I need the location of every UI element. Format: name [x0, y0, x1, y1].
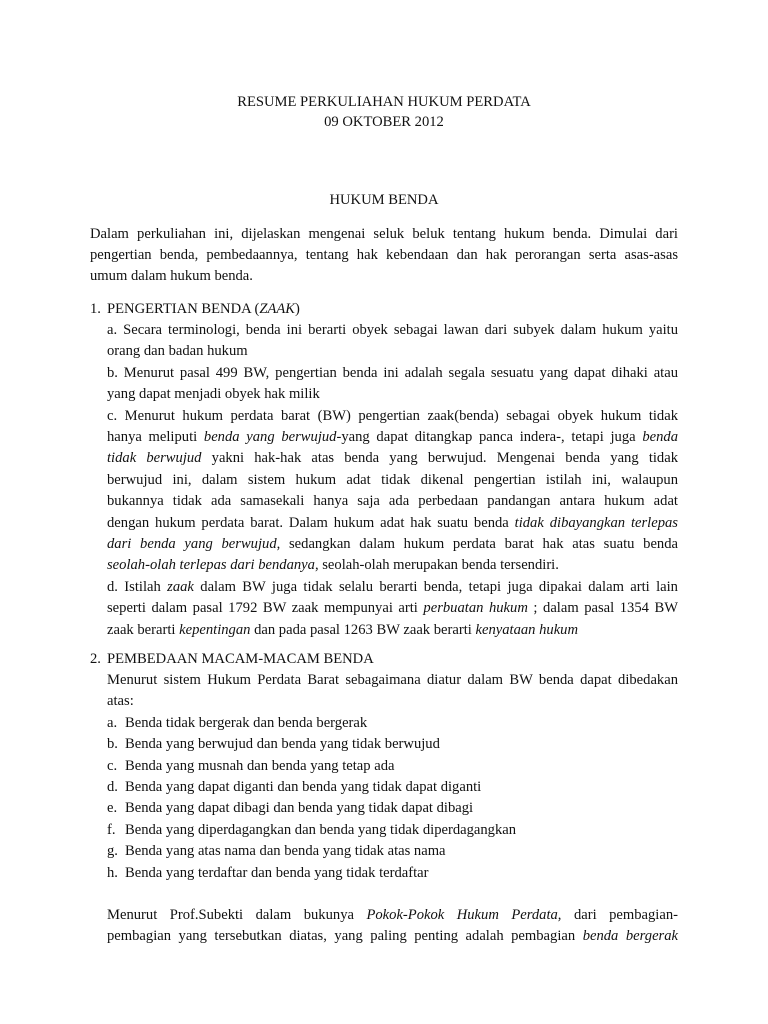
section-2-body: [107, 670, 678, 948]
body-line: bukannya tidak ada samasekali hanya saja ada perbedaan pandangan antara hukum adat: [107, 493, 678, 510]
body-line: [107, 427, 678, 448]
title-italic: ZAAK: [259, 301, 296, 317]
body-line: Menurut sistem Hukum Perdata Barat sebagaimana diatur dalam BW benda dapat dibedakan: [107, 672, 678, 688]
body-line: [107, 905, 678, 926]
section-heading: HUKUM BENDA: [329, 192, 439, 208]
list-item: [107, 841, 678, 862]
list-item-text: Benda yang berwujud dan benda yang tidak berwujud: [125, 736, 440, 753]
text: ; dalam pasal 1354 BW: [527, 600, 678, 617]
list-item-label: a.: [107, 714, 118, 731]
section-2: [90, 649, 678, 948]
text: pembagian yang tersebutkan diatas, yang paling penting adalah pembagian: [107, 928, 583, 945]
italic-text: Pokok-Pokok Hukum Perdata,: [366, 907, 562, 924]
italic-text: benda yang berwujud: [203, 429, 337, 446]
list-item-text: Benda yang diperdagangkan dan benda yang tidak diperdagangkan: [125, 821, 517, 838]
body-line: [107, 926, 678, 947]
body-line: b. Menurut pasal 499 BW, pengertian benda ini adalah segala sesuatu yang dapat dihaki atau: [107, 364, 678, 381]
text: Menurut Prof.Subekti dalam bukunya: [107, 907, 367, 924]
title-text: PEMBEDAAN MACAM-MACAM BENDA: [107, 651, 374, 667]
body-line: [107, 534, 678, 555]
distinction-list: [107, 713, 678, 884]
body-line: [107, 620, 678, 641]
text: dari pembagian-: [561, 907, 678, 924]
body-line: orang dan badan hukum: [107, 343, 248, 360]
list-item: [107, 734, 678, 755]
list-item-text: Benda yang dapat diganti dan benda yang tidak dapat diganti: [125, 779, 482, 796]
spacer: [107, 884, 678, 905]
body-line: atas:: [107, 693, 134, 710]
section-1-title: [90, 299, 678, 320]
document-title: [0, 92, 768, 132]
body-line: yang dapat menjadi obyek hak milik: [107, 386, 320, 403]
title-date: 09 OKTOBER 2012: [324, 114, 444, 130]
text: seperti dalam pasal 1792 BW zaak mempunyai arti: [107, 600, 424, 617]
list-item-label: d.: [107, 779, 118, 796]
intro-line: pengertian benda, pembedaannya, tentang hak kebendaan dan hak perorangan serta asas-asas: [90, 247, 678, 263]
italic-text: seolah-olah terlepas dari bendanya: [107, 557, 315, 574]
text: dalam BW juga tidak selalu berarti benda, tetapi juga dipakai dalam arti lain: [193, 578, 678, 595]
section-2-title: [90, 649, 678, 670]
list-item: [107, 713, 678, 734]
text: hanya meliputi: [107, 429, 204, 446]
italic-text: zaak: [167, 578, 194, 595]
italic-text: tidak dibayangkan terlepas: [514, 514, 678, 531]
list-item-label: h.: [107, 864, 118, 881]
body-line: [107, 513, 678, 534]
list-item-label: f.: [107, 821, 116, 838]
intro-paragraph: [90, 224, 678, 287]
body-line: c. Menurut hukum perdata barat (BW) pengertian zaak(benda) sebagai obyek hukum tidak: [107, 407, 678, 424]
list-item-text: Benda yang terdaftar dan benda yang tidak terdaftar: [125, 864, 429, 881]
list-item-text: Benda yang musnah dan benda yang tetap ada: [125, 757, 395, 774]
list-item: [107, 756, 678, 777]
body-line: [107, 555, 678, 576]
list-item: [107, 777, 678, 798]
section-1-body: [107, 320, 678, 641]
italic-text: kepentingan: [179, 621, 251, 638]
body-line: [107, 577, 678, 598]
text: , seolah-olah merupakan benda tersendiri.: [314, 557, 559, 574]
italic-text: benda: [642, 429, 678, 446]
intro-line: Dalam perkuliahan ini, dijelaskan mengenai seluk beluk tentang hukum benda. Dimulai dari: [90, 226, 678, 242]
italic-text: dari benda yang berwujud: [107, 536, 277, 553]
list-item-label: c.: [107, 757, 118, 774]
list-item-label: b.: [107, 736, 118, 753]
text: dengan hukum perdata barat. Dalam hukum adat hak suatu benda: [107, 514, 515, 531]
body-line: a. Secara terminologi, benda ini berarti obyek sebagai lawan dari subyek dalam hukum yaitu: [107, 322, 678, 338]
body-line: berwujud ini, dalam sistem hukum adat tidak dikenal pengertian istilah ini, walaupun: [107, 471, 678, 488]
list-item: [107, 820, 678, 841]
title-text: ): [295, 301, 300, 317]
list-item: [107, 798, 678, 819]
section-1: [90, 299, 678, 641]
section-number: 1.: [90, 301, 101, 317]
title-text: PENGERTIAN BENDA (: [107, 301, 260, 317]
text: -yang dapat ditangkap panca indera-, tetapi juga: [336, 429, 643, 446]
italic-text: kenyataan hukum: [475, 621, 579, 638]
italic-text: tidak berwujud: [107, 450, 202, 467]
text: dan pada pasal 1263 BW zaak berarti: [250, 621, 476, 638]
title-line-1: RESUME PERKULIAHAN HUKUM PERDATA: [237, 94, 531, 110]
text: , sedangkan dalam hukum perdata barat hak atas suatu benda: [276, 536, 678, 553]
list-item: [107, 863, 678, 884]
section-number: 2.: [90, 651, 101, 667]
body-line: [107, 598, 678, 619]
text: d. Istilah: [107, 578, 168, 595]
list-item-text: Benda yang atas nama dan benda yang tidak atas nama: [125, 843, 446, 860]
list-item-text: Benda yang dapat dibagi dan benda yang tidak dapat dibagi: [125, 800, 474, 817]
list-item-label: e.: [107, 800, 118, 817]
italic-text: perbuatan hukum: [423, 600, 528, 617]
body-line: [107, 448, 678, 469]
list-item-label: g.: [107, 843, 118, 860]
text: zaak berarti: [107, 621, 180, 638]
text: yakni hak-hak atas benda yang berwujud. Mengenai benda yang tidak: [201, 450, 678, 467]
italic-text: benda bergerak: [582, 928, 679, 945]
intro-line: umum dalam hukum benda.: [90, 268, 253, 284]
list-item-text: Benda tidak bergerak dan benda bergerak: [125, 714, 368, 731]
